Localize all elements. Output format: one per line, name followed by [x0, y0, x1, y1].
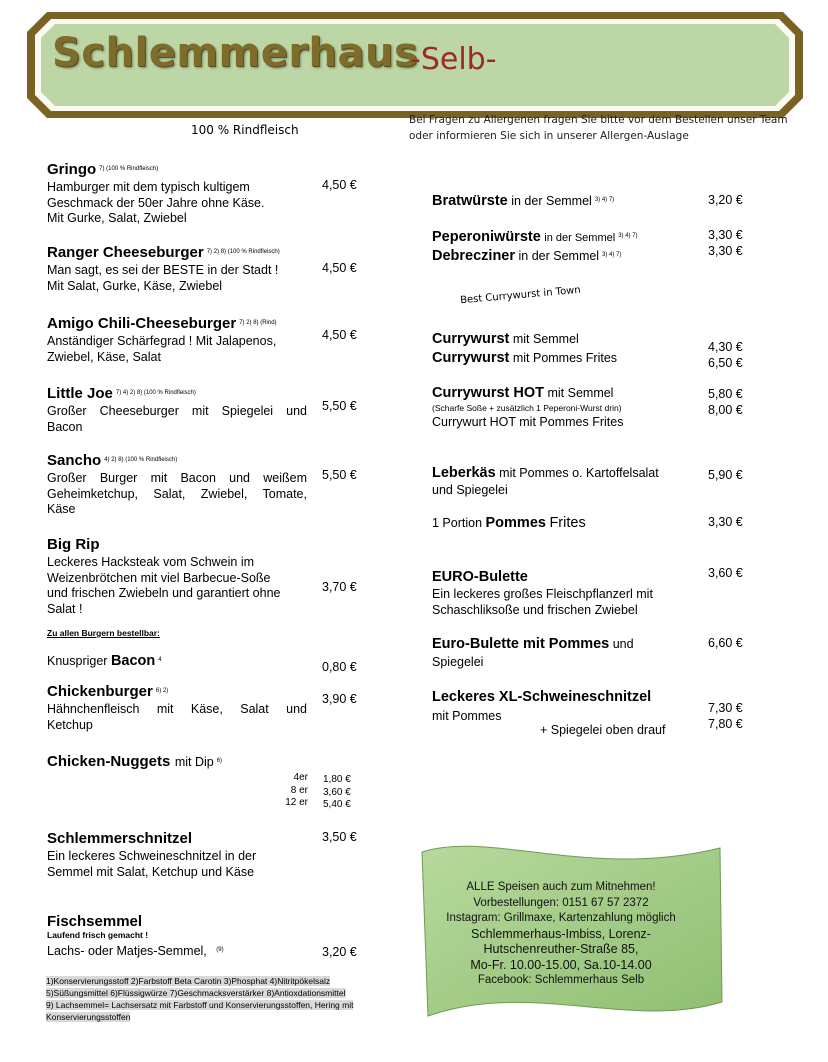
allergen-codes: 3) 4) 7) [618, 233, 638, 239]
item-suffix: in der Semmel [544, 232, 616, 244]
item-title: Debrecziner [432, 248, 516, 264]
item-desc-line: Semmel mit Salat, Ketchup und Käse [47, 864, 255, 879]
item-desc-line: Mit Gurke, Salat, Zwiebel [47, 211, 187, 225]
item-desc-line: Weizenbrötchen mit viel Barbecue-Soße [47, 570, 271, 585]
item-title: Leberkäs [432, 465, 496, 481]
item-title: Currywurst [432, 350, 510, 366]
allergen-codes: 7) 2) 8) (Rind) [239, 320, 277, 326]
nugget-price: 3,60 € [323, 786, 351, 798]
menu-item-xl-schnitzel-title: Leckeres XL-Schweineschnitzel [432, 689, 652, 705]
xl-line2: + Spiegelei oben drauf [540, 723, 666, 737]
item-price: 5,50 € [322, 399, 357, 413]
item-desc-line: Hamburger mit dem typisch kultigem [47, 180, 250, 194]
item-title: Currywurst [432, 331, 510, 347]
footnote-line: Konservierungsstoffen [46, 1012, 131, 1022]
info-line: Mo-Fr. 10.00-15.00, Sa.10-14.00 [470, 957, 652, 972]
europ-line2: Spiegelei [432, 655, 484, 669]
item-desc-line: Lachs- oder Matjes-Semmel, [47, 944, 207, 958]
info-line: Hutschenreuther-Straße 85, [483, 942, 639, 956]
item-price: 4,30 € [708, 340, 743, 354]
nugget-size: 12 er [285, 797, 308, 808]
item-price: 3,30 € [708, 228, 743, 242]
item-title: Chicken-Nuggets [47, 753, 171, 770]
item-desc-line: Ketchup [47, 717, 93, 732]
item-title: Ranger Cheeseburger [47, 244, 204, 261]
item-price: 8,00 € [708, 403, 743, 417]
menu-item-sancho [47, 452, 177, 470]
info-line: ALLE Speisen auch zum Mitnehmen! [466, 881, 656, 893]
nugget-price: 1,80 € [323, 774, 351, 785]
item-title: Sancho [47, 452, 102, 469]
item-price: 5,90 € [708, 468, 743, 482]
info-line: Instagram: Grillmaxe, Kartenzahlung möglich [446, 912, 676, 924]
item-price: 3,70 € [322, 580, 357, 594]
item-price: 3,20 € [322, 945, 357, 959]
item-suffix: mit Dip [174, 755, 214, 769]
allergen-codes: 6) 2) [155, 688, 169, 694]
hot-note: (Scharfe Soße + zusätzlich 1 Peperoni-Wurst drin) [432, 403, 622, 413]
addon-prefix: Knuspriger [47, 654, 108, 668]
menu-item-currywurst-hot [432, 385, 613, 401]
menu-item-leberkaes [432, 465, 659, 481]
item-desc-line: Bacon [47, 419, 83, 434]
menu-item-fischsemmel-title: Fischsemmel [47, 913, 143, 930]
item-price: 5,50 € [322, 468, 357, 482]
allergen-codes: 3) 4) 7) [602, 252, 622, 258]
restaurant-title: Schlemmerhaus [52, 30, 419, 76]
item-price: 3,50 € [322, 830, 357, 844]
item-suffix: mit Semmel [512, 332, 579, 346]
item-desc-line: Leckeres Hacksteak vom Schwein im [47, 555, 255, 569]
menu-item-little-joe [47, 385, 196, 403]
item-desc-line: Schaschliksoße und frischen Zwiebel [432, 602, 638, 617]
footnote-line: 1)Konservierungsstoff 2)Farbstoff Beta Carotin 3)Phosphat 4)Nitritpökelsalz [46, 976, 331, 986]
nugget-size: 8 er [290, 784, 308, 796]
addon-title: Bacon [110, 653, 156, 669]
menu-item-nuggets [47, 753, 222, 771]
item-suffix: und [612, 637, 634, 651]
menu-item-euro-bulette-title: EURO-Bulette [432, 569, 528, 585]
item-title: Amigo Chili-Cheeseburger [47, 315, 237, 332]
allergen-codes: 7) 4) 2) 8) (100 % Rindfleisch) [115, 390, 196, 396]
item-title: Peperoniwürste [432, 229, 541, 245]
item-suffix: in der Semmel [511, 194, 592, 208]
item-desc-line: Man sagt, es sei der BESTE in der Stadt ! [47, 263, 279, 277]
allergen-codes: (9) [216, 947, 224, 953]
item-price: 7,80 € [708, 717, 743, 731]
item-title: Chickenburger [47, 683, 153, 700]
menu-item-schnitzel-title: Schlemmerschnitzel [47, 830, 193, 847]
leber-line2: und Spiegelei [432, 483, 508, 497]
item-desc-line: Käse [47, 502, 76, 516]
item-price: 4,50 € [322, 178, 357, 192]
item-price: 4,50 € [322, 261, 357, 275]
menu-item-pommes [432, 515, 586, 531]
item-desc-line: Geheimketchup, Salat, Zwiebel, Tomate, [47, 486, 307, 501]
allergen-codes: 7) 2) 8) (100 % Rindfleisch) [206, 249, 280, 255]
item-price: 0,80 € [322, 660, 357, 674]
menu-item-amigo [47, 315, 277, 333]
menu-item-currywurst-semmel [432, 331, 579, 347]
item-title: Pommes [485, 515, 546, 531]
info-line: Vorbestellungen: 0151 67 57 2372 [473, 896, 649, 909]
xl-line1: mit Pommes [432, 709, 502, 723]
item-price: 3,90 € [322, 692, 357, 706]
nugget-price: 5,40 € [323, 799, 351, 810]
menu-item-gringo [47, 161, 158, 179]
info-line: Facebook: Schlemmerhaus Selb [477, 974, 645, 986]
hot-pommes-line: Currywurt HOT mit Pommes Frites [432, 415, 624, 429]
menu-item-chickenburger [47, 683, 168, 701]
menu-item-euro-bulette-pommes [432, 636, 634, 652]
item-title: Bratwürste [432, 193, 508, 209]
item-desc-line: und frischen Zwiebeln und garantiert ohne [47, 586, 281, 600]
item-price: 3,30 € [708, 515, 743, 529]
menu-item-peperoniwurst [432, 229, 638, 245]
menu-item-bratwurst [432, 193, 614, 209]
item-desc-line: Anständiger Schärfegrad ! Mit Jalapenos, [47, 334, 277, 348]
allergen-note-line2: oder informieren Sie sich in unserer Allergen-Auslage [409, 130, 689, 142]
item-suffix: mit Pommes Frites [512, 351, 618, 365]
item-price: 4,50 € [322, 328, 357, 342]
item-suffix: mit Pommes o. Kartoffelsalat [499, 466, 659, 480]
item-prefix: 1 Portion [432, 516, 483, 530]
allergen-codes: 4 [158, 657, 162, 663]
item-suffix: Frites [549, 515, 586, 531]
menu-item-currywurst-pommes [432, 350, 617, 366]
footnote-line: 5)Süßungsmittel 6)Flüssigwürze 7)Geschmacksverstärker 8)Antioxdationsmittel [46, 988, 346, 998]
item-price: 3,20 € [708, 193, 743, 207]
info-line: Schlemmerhaus-Imbiss, Lorenz- [471, 926, 651, 941]
item-price: 7,30 € [708, 701, 743, 715]
item-desc-line: Hähnchenfleisch mit Käse, Salat und [47, 702, 307, 716]
allergen-codes: 3) 4) 7) [594, 197, 615, 203]
item-suffix: in der Semmel [518, 249, 600, 263]
item-price: 6,60 € [708, 636, 743, 650]
item-price: 3,60 € [708, 566, 743, 580]
item-desc-line: Geschmack der 50er Jahre ohne Käse. [47, 195, 265, 210]
item-price: 3,30 € [708, 244, 743, 258]
fisch-subtitle: Laufend frisch gemacht ! [47, 930, 149, 940]
location-subtitle: -Selb- [410, 42, 497, 77]
item-desc-line: Mit Salat, Gurke, Käse, Zwiebel [47, 278, 223, 293]
allergen-footnotes [46, 975, 406, 1023]
item-desc-line: Großer Cheeseburger mit Spiegelei und [47, 404, 307, 418]
allergen-codes: 4) 2) 8) (100 % Rindfleisch) [104, 457, 178, 463]
item-desc-line: Ein leckeres Schweineschnitzel in der [47, 849, 257, 863]
item-title: Little Joe [47, 385, 113, 402]
menu-item-debrecziner [432, 248, 621, 264]
item-price: 6,50 € [708, 356, 743, 370]
fisch-desc [47, 943, 224, 960]
item-title: Euro-Bulette mit Pommes [432, 636, 610, 652]
item-title: Gringo [47, 161, 97, 178]
item-desc-line: Zwiebel, Käse, Salat [47, 349, 161, 364]
nugget-size: 4er [293, 772, 308, 783]
menu-item-big-rip-title: Big Rip [47, 536, 100, 553]
addon-bacon [47, 653, 162, 669]
item-desc-line: Großer Burger mit Bacon und weißem [47, 471, 307, 485]
beef-note: 100 % Rindfleisch [191, 123, 299, 137]
footnote-line: 9) Lachsemmel= Lachsersatz mit Farbstoff und Konservierungsstoffen, Hering mit [46, 1000, 354, 1010]
allergen-codes: 7) (100 % Rindfleisch) [99, 166, 159, 172]
addon-heading: Zu allen Burgern bestellbar: [47, 628, 160, 638]
allergen-codes: 6) [216, 758, 223, 764]
item-desc-line: Salat ! [47, 601, 83, 616]
allergen-note-line1: Bei Fragen zu Allergenen fragen Sie bitte vor dem Bestellen unser Team [409, 114, 788, 126]
item-title: Currywurst HOT [432, 385, 544, 401]
item-suffix: mit Semmel [547, 386, 614, 400]
item-price: 5,80 € [708, 387, 743, 401]
best-currywurst-note: Best Currywurst in Town [459, 284, 582, 307]
info-box [420, 880, 702, 989]
item-desc-line: Ein leckeres großes Fleischpflanzerl mit [432, 587, 653, 601]
menu-item-ranger [47, 244, 280, 262]
